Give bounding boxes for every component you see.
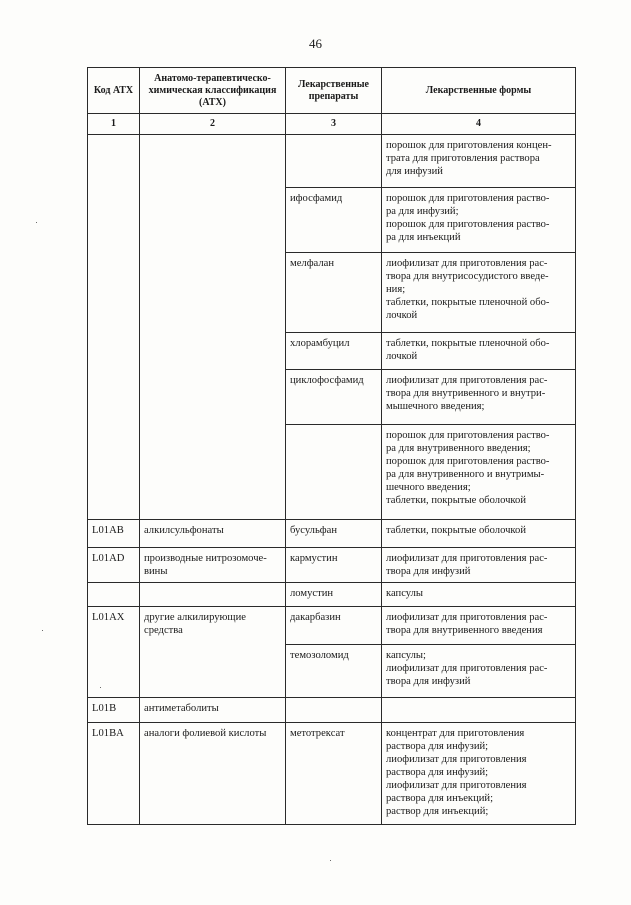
forms-cell [382,698,576,723]
column-number-row [88,114,576,135]
forms-cell: таблетки, покрытые пленочной обо- лочкой [382,333,576,370]
table-row [88,135,576,188]
header-atc-classification: Анатомо-терапевтическо- химическая классификация (АТХ) [140,68,286,114]
forms-cell: концентрат для приготовления раствора для инфузий; лиофилизат для приготовления раствора для инфузий; лиофилизат для приготовления раствора для инъекций; раствор для инъекций; [382,723,576,825]
drug-cell: кармустин [286,548,382,583]
drug-cell: циклофосфамид [286,370,382,425]
page-number: 46 [309,36,322,51]
column-number: 4 [382,114,576,135]
drug-cell: хлорамбуцил [286,333,382,370]
forms-cell: лиофилизат для приготовления рас- твора для внутрисосудистого введе- ния; таблетки, покрытые пленочной обо- лочкой [382,253,576,333]
table-row [88,698,576,723]
drug-cell: темозоломид [286,645,382,698]
drug-cell [286,425,382,520]
table-row [88,520,576,548]
class-cell: другие алкилирующие средства [140,607,286,698]
table-row [88,723,576,825]
code-cell: L01BA [88,723,140,825]
column-number: 3 [286,114,382,135]
code-cell: L01AB [88,520,140,548]
table-row [88,583,576,607]
forms-cell: порошок для приготовления раство- ра для инфузий; порошок для приготовления раство- ра для инъекций [382,188,576,253]
table-row [88,607,576,645]
class-cell: аналоги фолиевой кислоты [140,723,286,825]
drug-cell: ифосфамид [286,188,382,253]
scan-speck [42,630,43,631]
code-cell [88,583,140,607]
scan-speck [36,222,37,223]
class-cell: алкилсульфонаты [140,520,286,548]
drug-table [87,67,576,825]
forms-cell: порошок для приготовления раство- ра для внутривенного введения; порошок для приготовления раство- ра для внутривенного и внутримы- шечного введения; таблетки, покрытые оболочкой [382,425,576,520]
drug-cell: бусульфан [286,520,382,548]
drug-cell: метотрексат [286,723,382,825]
drug-cell [286,698,382,723]
column-number: 1 [88,114,140,135]
forms-cell: лиофилизат для приготовления рас- твора для инфузий [382,548,576,583]
forms-cell: лиофилизат для приготовления рас- твора для внутривенного и внутри- мышечного введения; [382,370,576,425]
header-drugs: Лекарственные препараты [286,68,382,114]
class-cell [140,135,286,520]
forms-cell: лиофилизат для приготовления рас- твора для внутривенного введения [382,607,576,645]
code-cell: L01AD [88,548,140,583]
column-number: 2 [140,114,286,135]
code-cell: L01B [88,698,140,723]
drug-cell [286,135,382,188]
scan-speck [330,860,331,861]
forms-cell: капсулы; лиофилизат для приготовления рас- твора для инфузий [382,645,576,698]
class-cell: производные нитрозомоче- вины [140,548,286,583]
forms-cell: капсулы [382,583,576,607]
code-cell: L01AX [88,607,140,698]
table-row [88,548,576,583]
header-row [88,68,576,114]
header-dosage-forms: Лекарственные формы [382,68,576,114]
class-cell [140,583,286,607]
drug-cell: ломустин [286,583,382,607]
forms-cell: таблетки, покрытые оболочкой [382,520,576,548]
scan-speck [100,687,101,688]
forms-cell: порошок для приготовления концен- трата для приготовления раствора для инфузий [382,135,576,188]
drug-cell: мелфалан [286,253,382,333]
class-cell: антиметаболиты [140,698,286,723]
code-cell [88,135,140,520]
header-atc-code: Код АТХ [88,68,140,114]
drug-cell: дакарбазин [286,607,382,645]
